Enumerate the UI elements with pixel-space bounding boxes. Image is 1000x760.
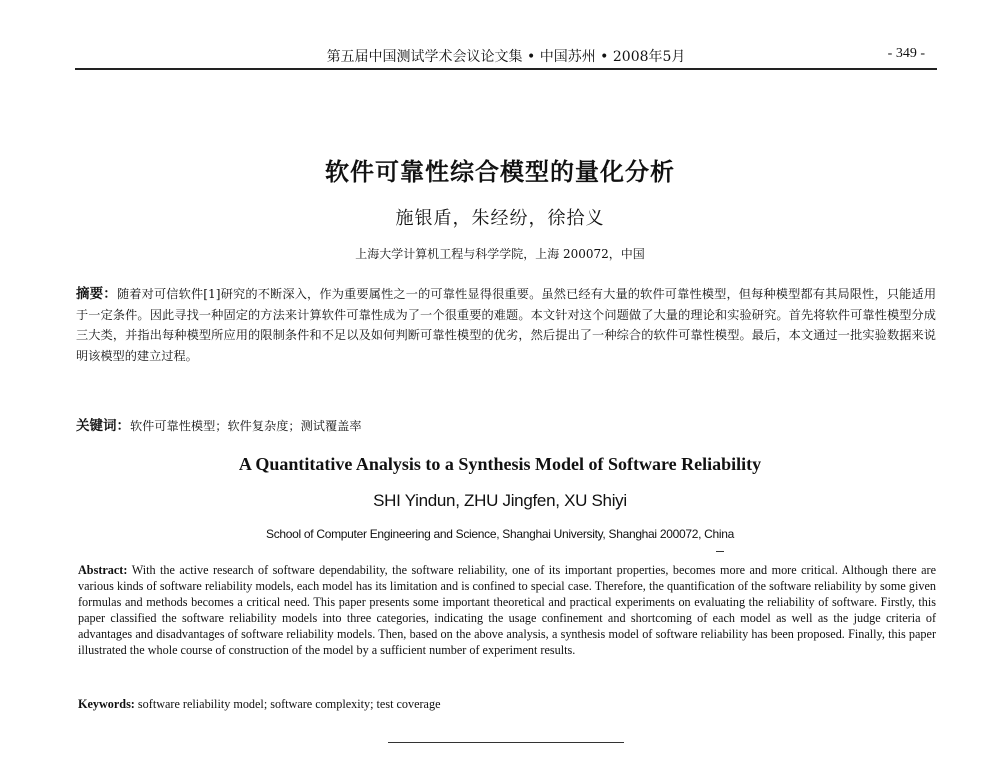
paper-title-cn: 软件可靠性综合模型的量化分析 (325, 158, 675, 186)
affiliation-en: School of Computer Engineering and Science, Shanghai University, Shanghai 200072, China (266, 527, 734, 541)
keywords-cn-label: 关键词： (76, 418, 130, 434)
keywords-en-text: software reliability model; software complexity; test coverage (137, 697, 441, 711)
keywords-cn-text: 软件可靠性模型；软件复杂度；测试覆盖率 (130, 419, 362, 433)
abstract-en (78, 563, 936, 658)
abstract-cn (76, 284, 936, 366)
abstract-en-text: With the active research of software dependability, the software reliability, one of its important properties, becomes more and more critical. Although there are various kinds of software reliability models, each model has its limitation and is confined to special case. Therefore, the quantification of the software reliability by some given formulas and methods becomes a critical need. This paper presents some important theoretical and practical experiments on evaluating the reliability of software. Firstly, this paper classified the software reliability models into three categories, indicating the usage confinement and shortcoming of each model as well as the judge criteria of advantages and disadvantages of software reliability models. Then, based on the above analysis, a synthesis model of software reliability has been proposed. Finally, this paper illustrated the whole course of construction of the model by a sufficient number of experiment results. (78, 563, 937, 657)
keywords-en (78, 697, 936, 712)
paper-title-en: A Quantitative Analysis to a Synthesis Model of Software Reliability (238, 454, 762, 474)
affiliation-cn: 上海大学计算机工程与科学学院，上海 200072，中国 (355, 247, 645, 261)
keywords-cn (76, 414, 936, 434)
running-title: 第五届中国测试学术会议论文集 • 中国苏州 • 2008年5月 (326, 49, 686, 65)
abstract-cn-text: 随着对可信软件[1]研究的不断深入，作为重要属性之一的可靠性显得很重要。虽然已经有大量的软件可靠性模型，但每种模型都有其局限性，只能适用于一定条件。因此寻找一种固定的方法来计算软件可靠性成为了一个很重要的难题。本文针对这个问题做了大量的理论和实验研究。首先将软件可靠性模型分成三大类，并指出每种模型所应用的限制条件和不足以及如何判断可靠性模型的优劣，然后提出了一种综合的软件可靠性模型。最后，本文通过一批实验数据来说明该模型的建立过程。 (76, 287, 937, 363)
keywords-en-label: Keywords: (78, 697, 135, 711)
running-header (75, 38, 937, 70)
abstract-en-label: Abstract: (78, 563, 128, 577)
authors-cn: 施银盾，朱经纷，徐拾义 (395, 208, 605, 229)
abstract-cn-label: 摘要： (76, 286, 117, 302)
authors-en: SHI Yindun, ZHU Jingfen, XU Shiyi (373, 491, 627, 510)
page-number: - 349 - (887, 46, 925, 61)
footnote-divider (388, 742, 624, 743)
stray-mark (716, 551, 724, 552)
